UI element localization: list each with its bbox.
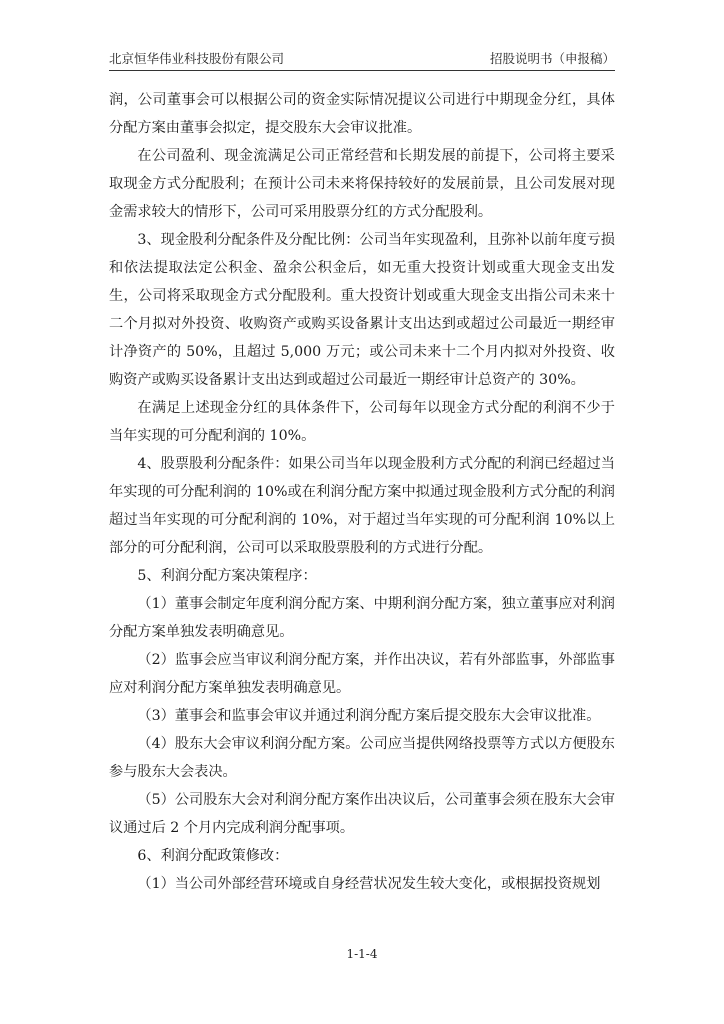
paragraph: 润，公司董事会可以根据公司的资金实际情况提议公司进行中期现金分红，具体分配方案由董事会拟定，提交股东大会审议批准。	[109, 92, 615, 136]
company-name: 北京恒华伟业科技股份有限公司	[109, 51, 285, 66]
paragraph: 在满足上述现金分红的具体条件下，公司每年以现金方式分配的利润不少于当年实现的可分配利润的 10%。	[109, 400, 615, 444]
paragraph: （5）公司股东大会对利润分配方案作出决议后，公司董事会须在股东大会审议通过后 2 个月内完成利润分配事项。	[109, 792, 615, 836]
page-header	[109, 49, 615, 69]
paragraph: （3）董事会和监事会审议并通过利润分配方案后提交股东大会审议批准。	[137, 708, 601, 724]
paragraph: （1）当公司外部经营环境或自身经营状况发生较大变化，或根据投资规划	[137, 876, 601, 892]
document-body	[109, 86, 615, 898]
paragraph: 3、现金股利分配条件及分配比例：公司当年实现盈利，且弥补以前年度亏损和依法提取法定公积金、盈余公积金后，如无重大投资计划或重大现金支出发生，公司将采取现金方式分配股利。重大投资计划或重大现金支出指公司未来十二个月拟对外投资、收购资产或购买设备累计支出达到或超过公司最近一期经审计净资产的 50%，且超过 5,000 万元；或公司未来十二个月内拟对外投资、收购资产或购买设备累计支出达到或超过公司最近一期经审计总资产的 30%。	[109, 232, 615, 388]
paragraph: （2）监事会应当审议利润分配方案，并作出决议，若有外部监事，外部监事应对利润分配方案单独发表明确意见。	[109, 652, 615, 696]
paragraph: （1）董事会制定年度利润分配方案、中期利润分配方案，独立董事应对利润分配方案单独发表明确意见。	[109, 596, 615, 640]
paragraph: 6、利润分配政策修改：	[137, 848, 289, 864]
page-number: 1-1-4	[346, 947, 378, 961]
paragraph: （4）股东大会审议利润分配方案。公司应当提供网络投票等方式以方便股东参与股东大会表决。	[109, 736, 615, 780]
document-title: 招股说明书（申报稿）	[489, 51, 615, 66]
paragraph: 5、利润分配方案决策程序：	[137, 568, 317, 584]
paragraph: 4、股票股利分配条件：如果公司当年以现金股利方式分配的利润已经超过当年实现的可分配利润的 10%或在利润分配方案中拟通过现金股利方式分配的利润超过当年实现的可分配利润的 10%，对于超过当年实现的可分配利润 10%以上部分的可分配利润，公司可以采取股票股利的方式进行分配。	[109, 456, 615, 556]
paragraph: 在公司盈利、现金流满足公司正常经营和长期发展的前提下，公司将主要采取现金方式分配股利；在预计公司未来将保持较好的发展前景，且公司发展对现金需求较大的情形下，公司可采用股票分红的方式分配股利。	[109, 148, 615, 220]
header-divider	[109, 70, 615, 71]
